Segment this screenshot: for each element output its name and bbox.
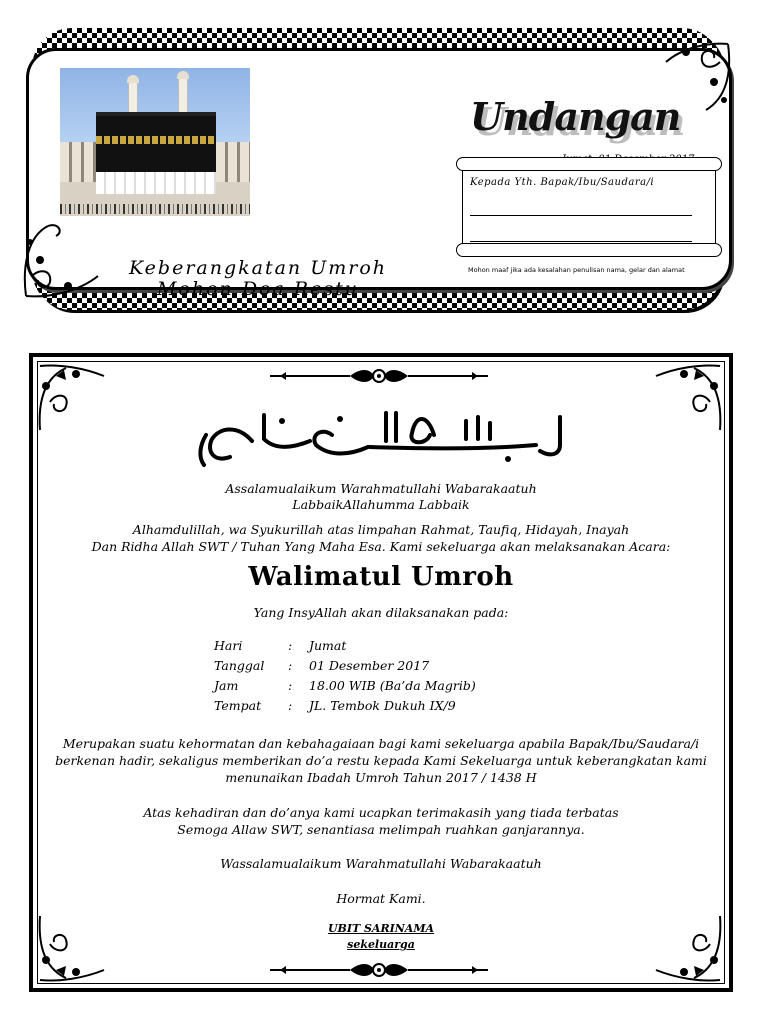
signer-name: UBIT SARINAMA (327, 922, 435, 935)
cover-note: Mohon maaf jika ada kesalahan penulisan nama, gelar dan alamat (468, 266, 685, 274)
kaaba-icon (96, 112, 216, 194)
intro-1: Alhamdulillah, wa Syukurillah atas limpahan Rahmat, Taufiq, Hidayah, Inayah (132, 522, 630, 537)
bismillah-calligraphy-icon (190, 405, 570, 469)
event-title: Walimatul Umroh (248, 562, 514, 592)
intro-2: Dan Ridha Allah SWT / Tuhan Yang Maha Esa. Kami sekeluarga akan melaksanakan Acara: (91, 539, 671, 554)
kaaba-photo (60, 68, 250, 216)
signer-subtitle: sekeluarga (347, 938, 415, 951)
body-3: menunaikan Ibadah Umroh Tahun 2017 / 1438 H (225, 770, 537, 785)
cover-title: Keberangkatan Umroh Mohon Doa Restu (128, 257, 387, 300)
thanks-1: Atas kehadiran dan do’anya kami ucapkan terimakasih yang tiada terbatas (143, 805, 619, 820)
ornament-divider-icon (270, 962, 488, 978)
ornament-divider-icon (270, 368, 488, 384)
ornament-corner-icon (652, 362, 724, 434)
greeting-1: Assalamualaikum Warahmatullahi Wabarakaatuh (225, 481, 537, 496)
ornament-corner-icon (36, 362, 108, 434)
regards: Hormat Kami. (336, 891, 426, 906)
body-1: Merupakan suatu kehormatan dan kebahagaiaan bagi kami sekeluarga apabila Bapak/Ibu/Saudara/i (62, 736, 700, 751)
thanks-2: Semoga Allaw SWT, senantiasa melimpah ruahkan ganjarannya. (177, 822, 585, 837)
recipient-line[interactable] (470, 241, 692, 242)
recipient-line[interactable] (470, 215, 692, 216)
body-2: berkenan hadir, sekaligus memberikan do’a restu kepada Kami Sekeluarga untuk keberangkatan kami (55, 753, 707, 768)
event-lead: Yang InsyAllah akan dilaksanakan pada: (253, 605, 509, 620)
greeting-2: LabbaikAllahumma Labbaik (292, 497, 470, 512)
recipient-label: Kepada Yth. Bapak/Ibu/Saudara/i (470, 177, 655, 188)
recipient-scroll (456, 157, 720, 257)
closing-greeting: Wassalamualaikum Warahmatullahi Wabarakaatuh (220, 856, 542, 871)
undangan-heading: Undangan (470, 94, 681, 139)
